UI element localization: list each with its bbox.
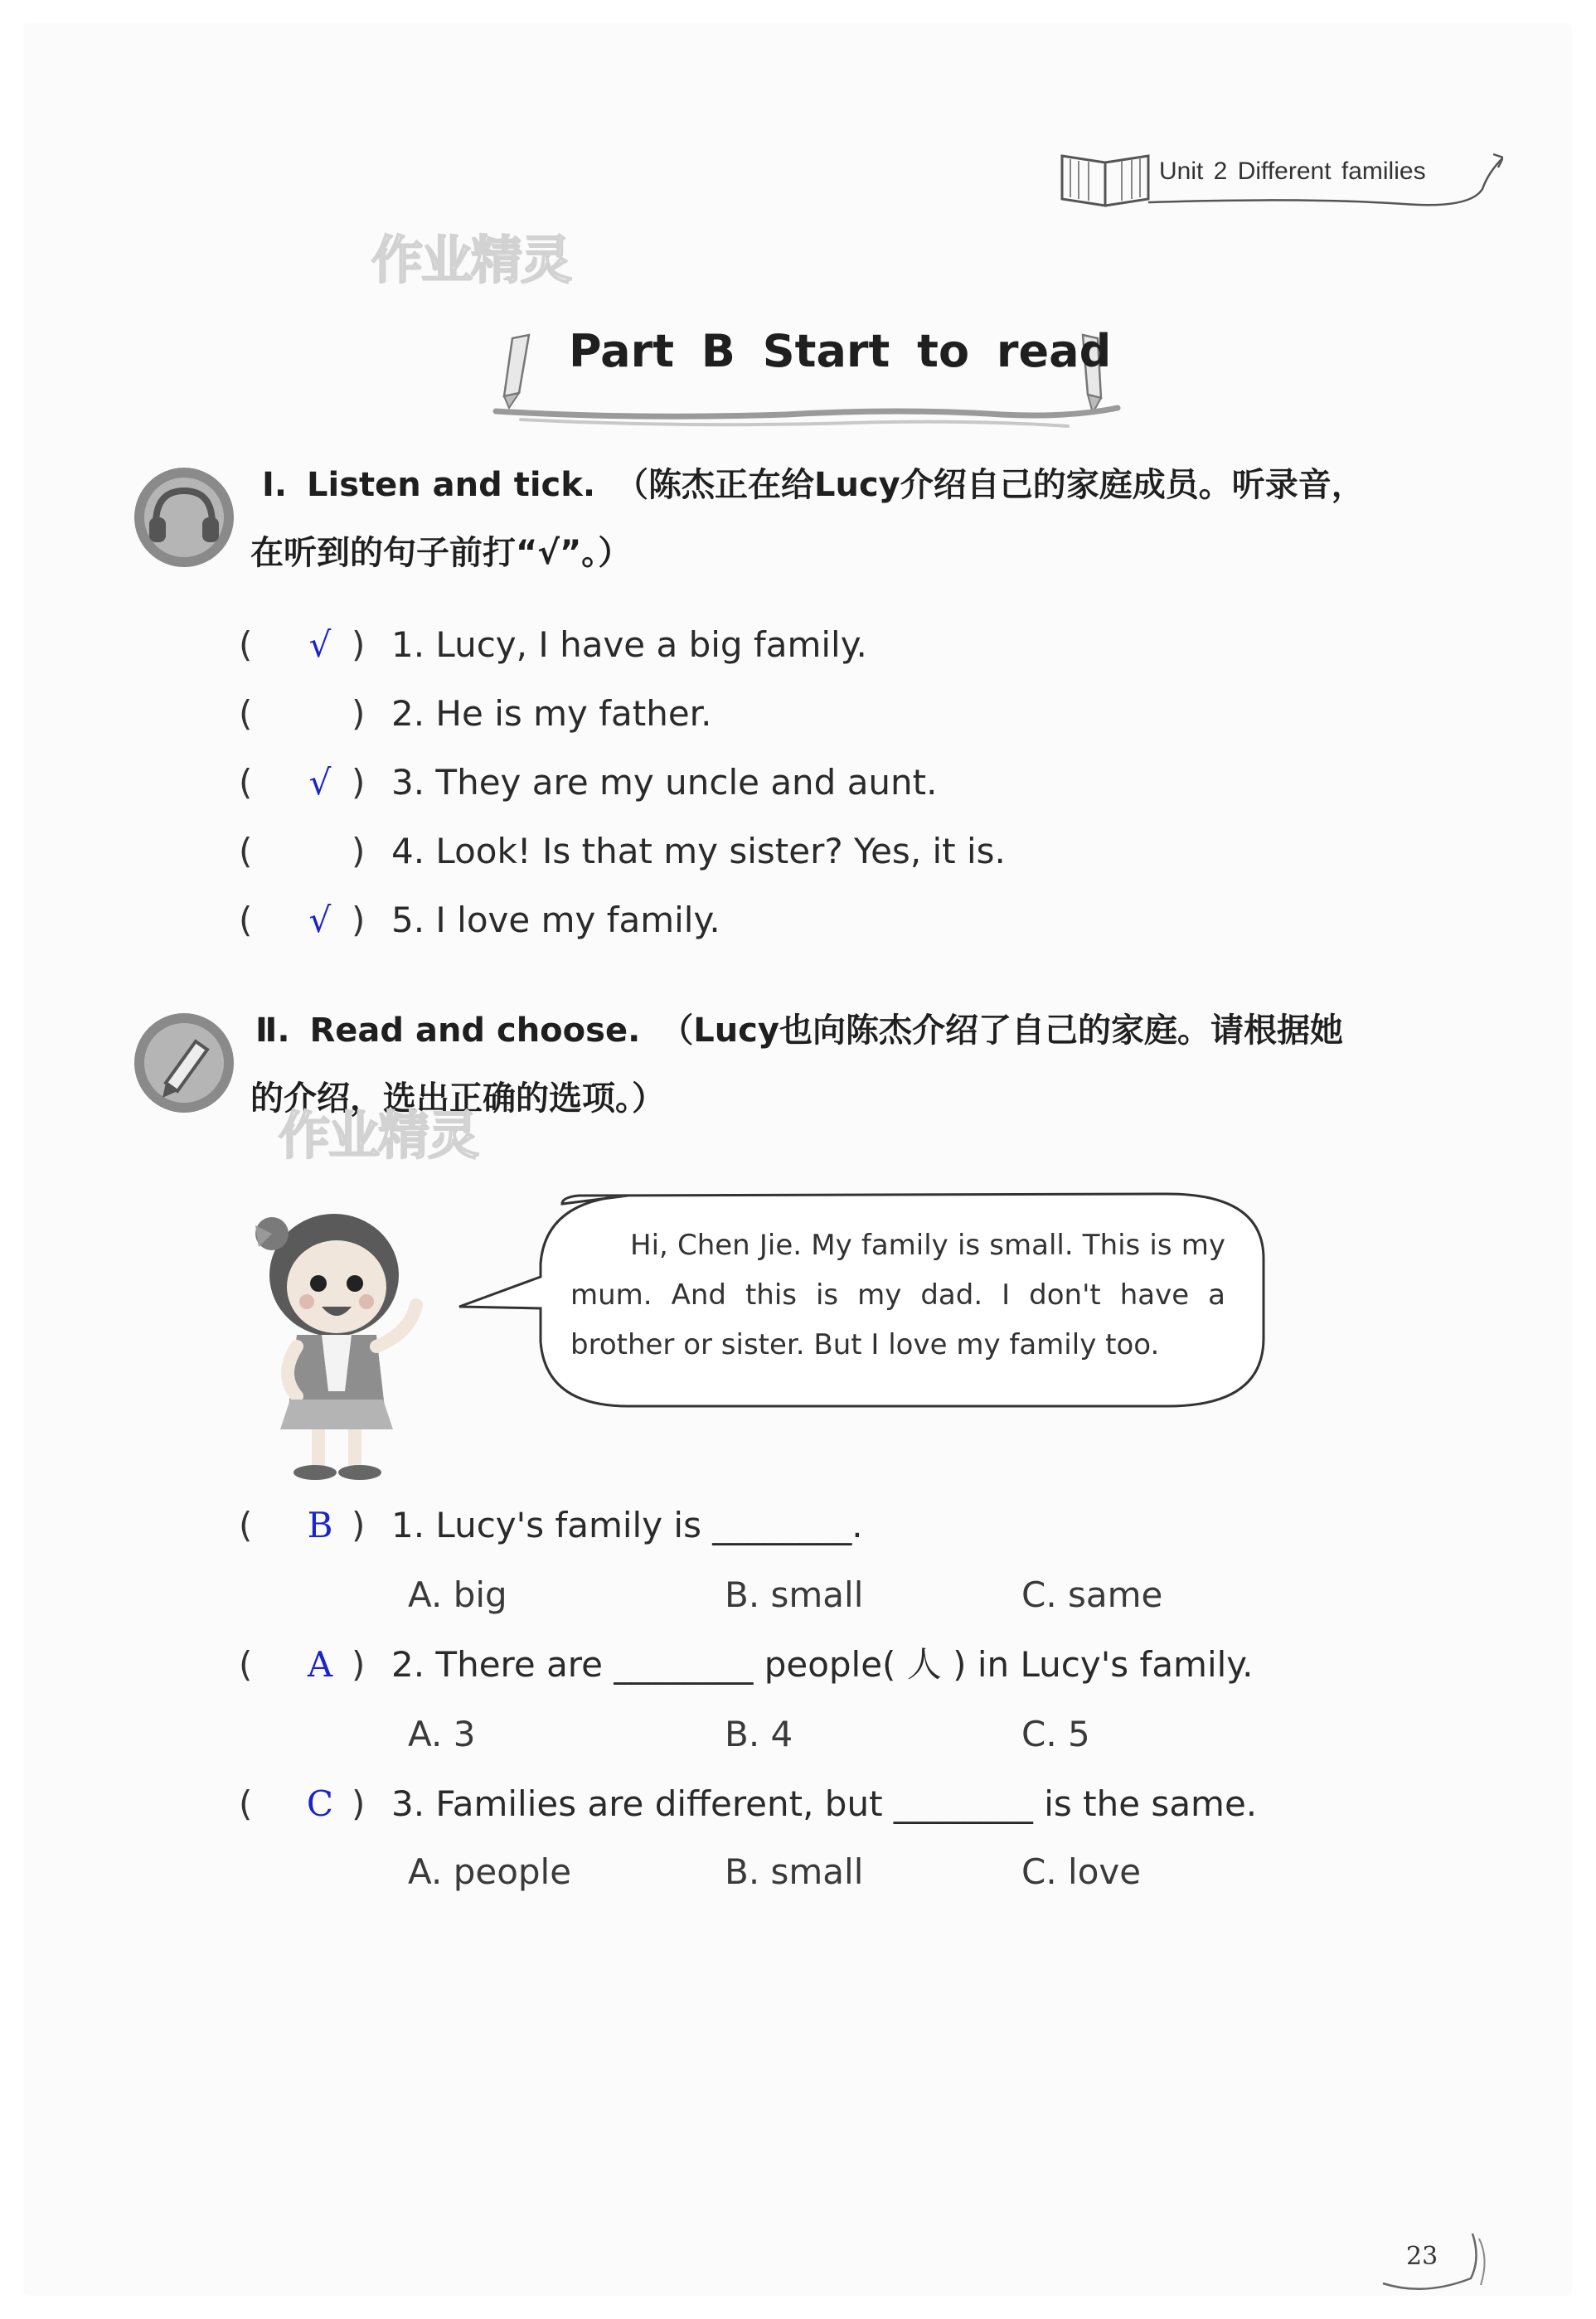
watermark: 作业精灵 bbox=[279, 1105, 478, 1166]
workbook-page bbox=[23, 23, 1572, 2296]
item-text: 3. They are my uncle and aunt. bbox=[391, 762, 938, 803]
section2-number: Ⅱ. bbox=[255, 1012, 290, 1050]
option-a: A. 3 bbox=[408, 1714, 476, 1754]
section1-number: Ⅰ. bbox=[262, 466, 288, 504]
section2-title: Read and choose. bbox=[309, 1012, 641, 1050]
pencil-icon bbox=[133, 1012, 235, 1114]
question-text: 1. Lucy's family is ________. bbox=[391, 1505, 863, 1545]
option-b: B. 4 bbox=[725, 1714, 793, 1754]
option-b: B. small bbox=[725, 1574, 864, 1615]
headphones-icon bbox=[133, 466, 235, 569]
section2-instruction-line2: 的介绍，选出正确的选项。） bbox=[250, 1079, 665, 1118]
question-text: 3. Families are different, but ________ is the same. bbox=[391, 1783, 1258, 1824]
part-title-banner bbox=[471, 322, 1151, 438]
question-row: ( A ) 2. There are ________ people( 人 ) in Lucy's family. bbox=[239, 1640, 1400, 1690]
item-text: 5. I love my family. bbox=[391, 900, 720, 940]
item-text: 1. Lucy, I have a big family. bbox=[391, 624, 867, 665]
watermark: 作业精灵 bbox=[371, 230, 571, 290]
section1-title: Listen and tick. bbox=[307, 466, 596, 504]
option-c: C. 5 bbox=[1021, 1714, 1090, 1754]
section1-heading-line1 bbox=[262, 451, 1365, 519]
option-a: A. big bbox=[408, 1574, 507, 1615]
list-item: ( √ ) 3. They are my uncle and aunt. bbox=[239, 758, 1234, 808]
section1-instruction: （陈杰正在给Lucy介绍自己的家庭成员。听录音， bbox=[614, 466, 1365, 504]
list-item: ( ) 2. He is my father. bbox=[239, 689, 1234, 739]
section2-instruction: （Lucy也向陈杰介绍了自己的家庭。请根据她 bbox=[660, 1012, 1343, 1050]
question-row: ( C ) 3. Families are different, but ________ is the same. bbox=[239, 1779, 1400, 1829]
list-item: ( √ ) 1. Lucy, I have a big family. bbox=[239, 620, 1234, 670]
page-number-text: 23 bbox=[1406, 2242, 1438, 2271]
item-text: 4. Look! Is that my sister? Yes, it is. bbox=[391, 831, 1006, 871]
item-text: 2. He is my father. bbox=[391, 693, 712, 734]
section1-instruction-line2: 在听到的句子前打“√”。） bbox=[250, 534, 632, 572]
list-item: ( ) 4. Look! Is that my sister? Yes, it is. bbox=[239, 827, 1234, 876]
answer-mark: √ bbox=[308, 762, 332, 803]
answer-mark: √ bbox=[308, 900, 332, 940]
option-a: A. people bbox=[408, 1851, 572, 1892]
answer-choice: B bbox=[307, 1505, 333, 1545]
speech-bubble bbox=[454, 1184, 1275, 1433]
page-number bbox=[1375, 2225, 1491, 2300]
option-c: C. same bbox=[1021, 1574, 1163, 1615]
part-title: Part B Start to read bbox=[569, 325, 1112, 377]
answer-choice: A bbox=[307, 1644, 333, 1685]
option-b: B. small bbox=[725, 1851, 864, 1892]
answer-mark: √ bbox=[308, 624, 332, 665]
unit-header bbox=[1055, 139, 1503, 222]
unit-title: Unit 2 Different families bbox=[1159, 158, 1426, 185]
speech-text: Hi, Chen Jie. My family is small. This is my mum. And this is my dad. I don't have a brother or sister. But I love my family too. bbox=[570, 1229, 1225, 1361]
answer-choice: C bbox=[306, 1783, 334, 1824]
option-c: C. love bbox=[1021, 1851, 1142, 1892]
girl-illustration bbox=[239, 1201, 429, 1482]
question-text: 2. There are ________ people( 人 ) in Lucy's family. bbox=[391, 1644, 1254, 1685]
list-item: ( √ ) 5. I love my family. bbox=[239, 895, 1234, 945]
question-row: ( B ) 1. Lucy's family is ________. bbox=[239, 1501, 1400, 1550]
section2-heading-line1 bbox=[255, 997, 1343, 1065]
